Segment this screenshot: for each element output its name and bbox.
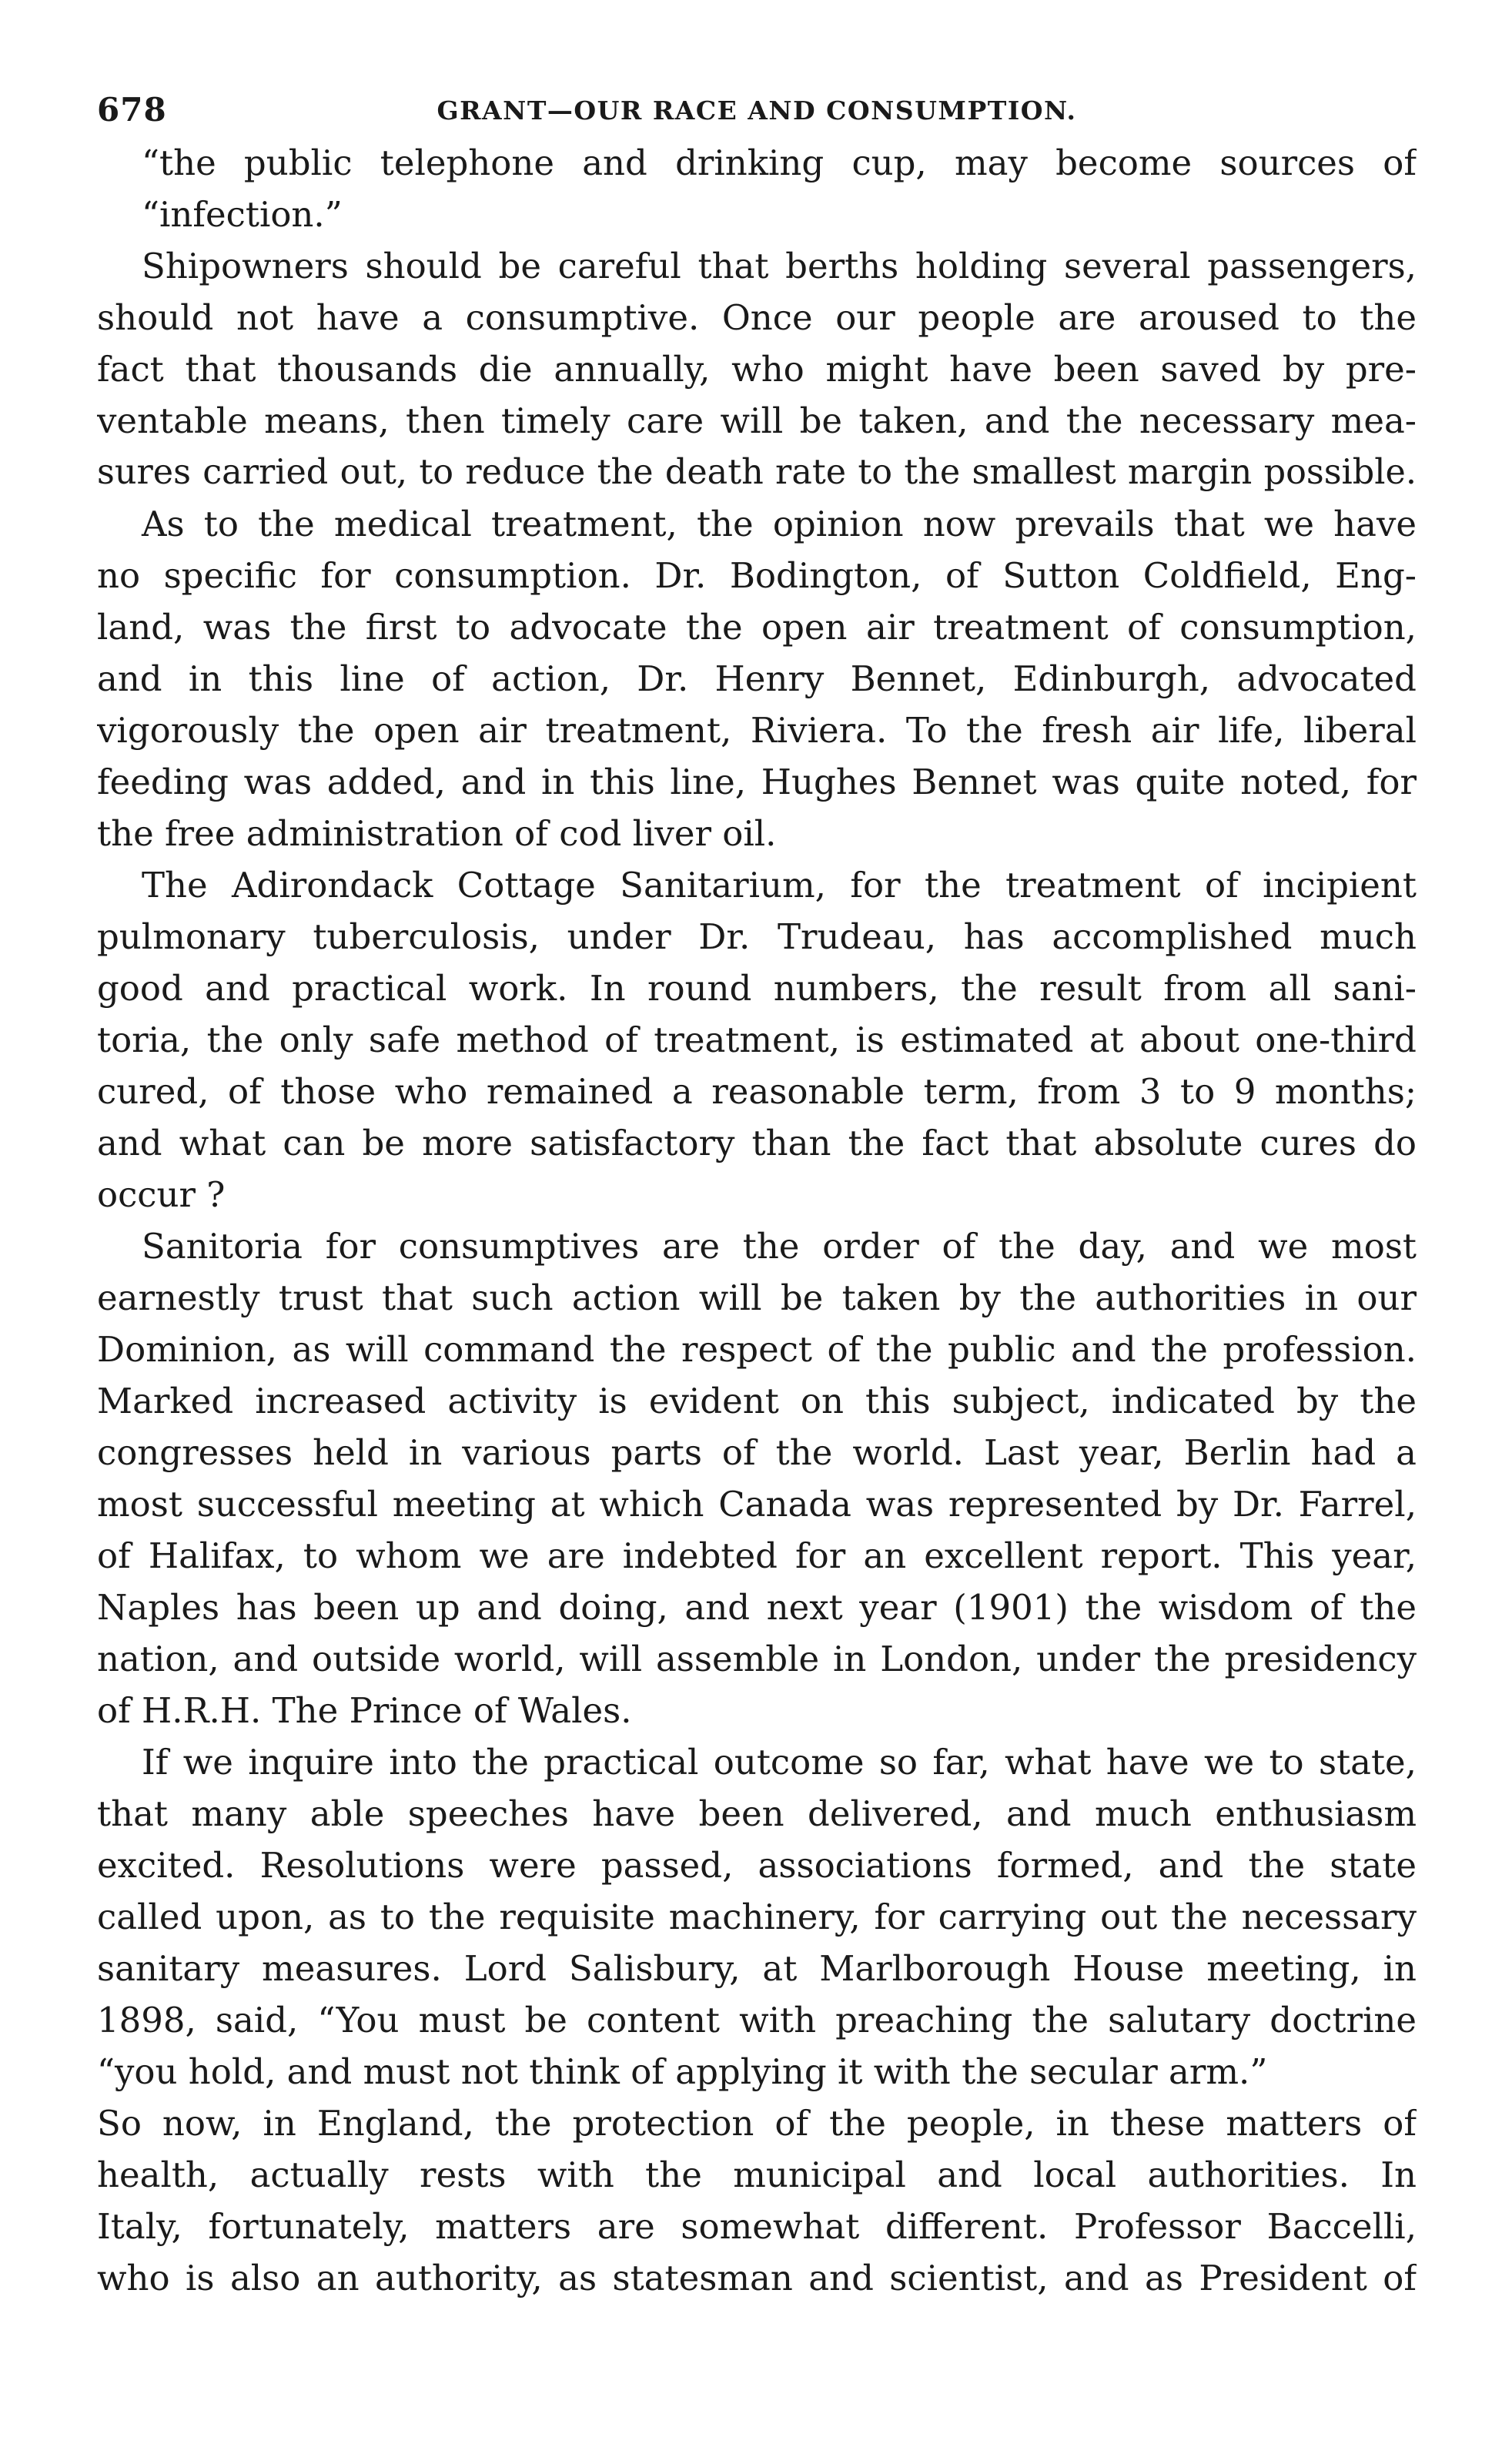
text-line: ventable means, then timely care will be taken, and the necessary mea-	[97, 400, 1417, 441]
text-line: pulmonary tuberculosis, under Dr. Trudeau, has accomplished much	[97, 916, 1417, 957]
text-line: Italy, fortunately, matters are somewhat different. Professor Baccelli,	[97, 2206, 1417, 2247]
text-line: congresses held in various parts of the world. Last year, Berlin had a	[97, 1432, 1417, 1473]
text-line: who is also an authority, as statesman and scientist, and as President of	[97, 2258, 1417, 2298]
text-line: no specific for consumption. Dr. Bodington, of Sutton Coldfield, Eng-	[97, 555, 1417, 596]
text-line: vigorously the open air treatment, Riviera. To the fresh air life, liberal	[97, 710, 1417, 751]
text-line: As to the medical treatment, the opinion now prevails that we have	[142, 504, 1417, 544]
text-line: earnestly trust that such action will be taken by the authorities in our	[97, 1277, 1417, 1318]
text-line: Naples has been up and doing, and next year (1901) the wisdom of the	[97, 1587, 1417, 1628]
text-line: sanitary measures. Lord Salisbury, at Marlborough House meeting, in	[97, 1948, 1417, 1989]
text-line: fact that thousands die annually, who might have been saved by pre-	[97, 349, 1417, 390]
text-line: the free administration of cod liver oil.	[97, 813, 777, 854]
text-line: excited. Resolutions were passed, associations formed, and the state	[97, 1845, 1417, 1886]
text-line: If we inquire into the practical outcome so far, what have we to state,	[142, 1742, 1417, 1783]
book-page	[97, 83, 1417, 2304]
text-line: and in this line of action, Dr. Henry Bennet, Edinburgh, advocated	[97, 658, 1417, 699]
text-line: The Adirondack Cottage Sanitarium, for the treatment of incipient	[142, 865, 1417, 906]
text-line: “infection.”	[142, 194, 343, 235]
text-line: 1898, said, “You must be content with preaching the salutary doctrine	[97, 2000, 1417, 2040]
text-line: sures carried out, to reduce the death rate to the smallest margin possible.	[97, 453, 1417, 492]
text-line: Sanitoria for consumptives are the order of the day, and we most	[142, 1226, 1417, 1267]
page-number: 678	[97, 91, 167, 129]
text-line: health, actually rests with the municipal and local authorities. In	[97, 2154, 1417, 2195]
text-line: of Halifax, to whom we are indebted for an excellent report. This year,	[97, 1535, 1417, 1576]
text-line: So now, in England, the protection of the people, in these matters of	[97, 2103, 1417, 2144]
text-line: called upon, as to the requisite machinery, for carrying out the necessary	[97, 1897, 1417, 1937]
text-line: should not have a consumptive. Once our people are aroused to the	[97, 297, 1417, 338]
body-text	[97, 137, 1417, 2304]
text-line: “you hold, and must not think of applying it with the secular arm.”	[97, 2051, 1268, 2092]
text-line: nation, and outside world, will assemble in London, under the presidency	[97, 1639, 1417, 1679]
text-line: toria, the only safe method of treatment, is estimated at about one-third	[97, 1019, 1417, 1060]
text-line: occur ?	[97, 1174, 226, 1215]
text-line: cured, of those who remained a reasonable term, from 3 to 9 months;	[97, 1071, 1417, 1112]
page-header	[97, 83, 1417, 137]
text-line: of H.R.H. The Prince of Wales.	[97, 1690, 632, 1731]
text-line: Marked increased activity is evident on this subject, indicated by the	[97, 1381, 1417, 1421]
text-line: “the public telephone and drinking cup, may become sources of	[142, 142, 1417, 183]
text-line: Dominion, as will command the respect of the public and the profession.	[97, 1329, 1417, 1370]
text-line: feeding was added, and in this line, Hughes Bennet was quite noted, for	[97, 762, 1417, 802]
text-line: Shipowners should be careful that berths holding several passengers,	[142, 246, 1417, 286]
text-line: good and practical work. In round numbers, the result from all sani-	[97, 968, 1417, 1009]
text-line: and what can be more satisfactory than the fact that absolute cures do	[97, 1123, 1417, 1163]
text-line: that many able speeches have been delivered, and much enthusiasm	[97, 1793, 1417, 1834]
text-line: most successful meeting at which Canada was represented by Dr. Farrel,	[97, 1484, 1417, 1525]
text-line: land, was the first to advocate the open air treatment of consumption,	[97, 607, 1417, 648]
running-head: GRANT—OUR RACE AND CONSUMPTION.	[437, 95, 1077, 126]
